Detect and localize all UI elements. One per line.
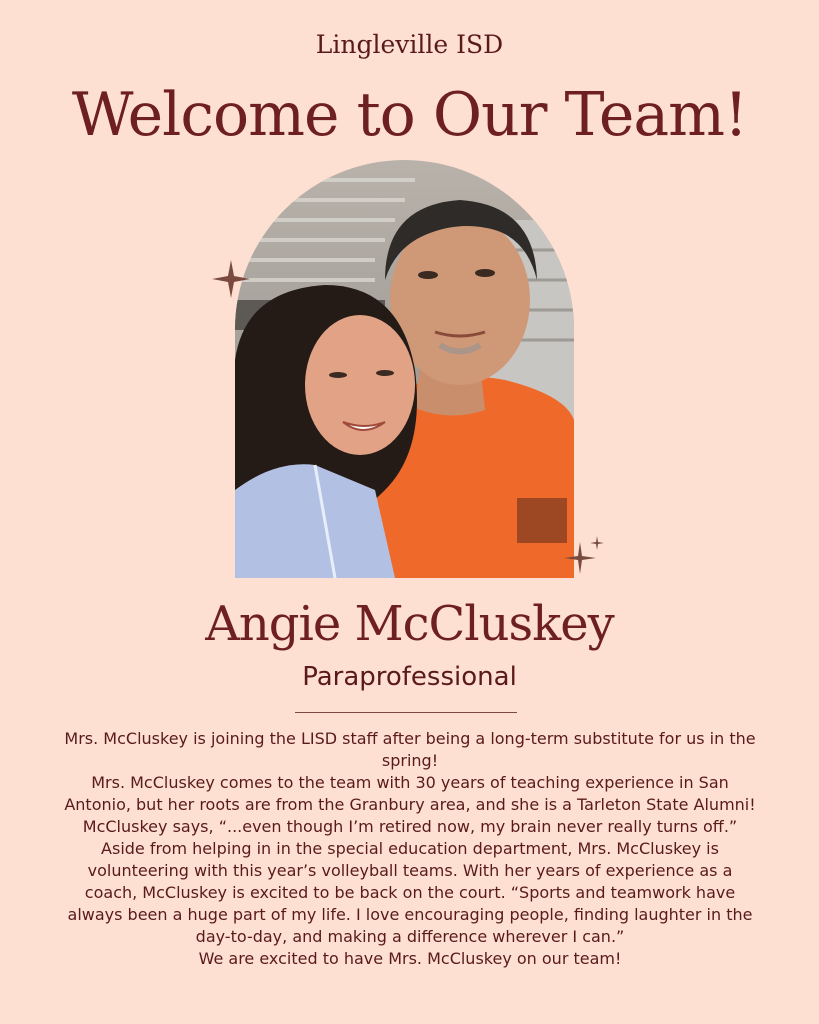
- bio-paragraph: Mrs. McCluskey is joining the LISD staff after being a long-term substitute for us in the spring!: [64, 729, 756, 770]
- sparkle-icon: [560, 534, 608, 582]
- bio-paragraph: We are excited to have Mrs. McCluskey on our team!: [198, 949, 622, 968]
- portrait-illustration: [235, 160, 574, 578]
- sparkle-icon: [210, 258, 252, 300]
- divider: [295, 712, 517, 713]
- district-name: Lingleville ISD: [315, 30, 504, 59]
- portrait-photo: [235, 160, 574, 578]
- person-role: Paraprofessional: [302, 662, 517, 692]
- page-title: Welcome to Our Team!: [71, 80, 748, 150]
- bio-text: [62, 728, 758, 970]
- bio-paragraph: Aside from helping in in the special education department, Mrs. McCluskey is volunteering with this year’s volleyball teams. With her years of experience as a coach, McCluskey is excited to be back on the court. “Sports and teamwork have always been a huge part of my life. I love encouraging people, finding laughter in the day-to-day, and making a difference wherever I can.”: [67, 839, 753, 946]
- bio-paragraph: Mrs. McCluskey comes to the team with 30 years of teaching experience in San Antonio, but her roots are from the Granbury area, and she is a Tarleton State Alumni! McCluskey says, “...even though I’m retired now, my brain never really turns off.”: [64, 773, 756, 836]
- person-name: Angie McCluskey: [205, 596, 614, 652]
